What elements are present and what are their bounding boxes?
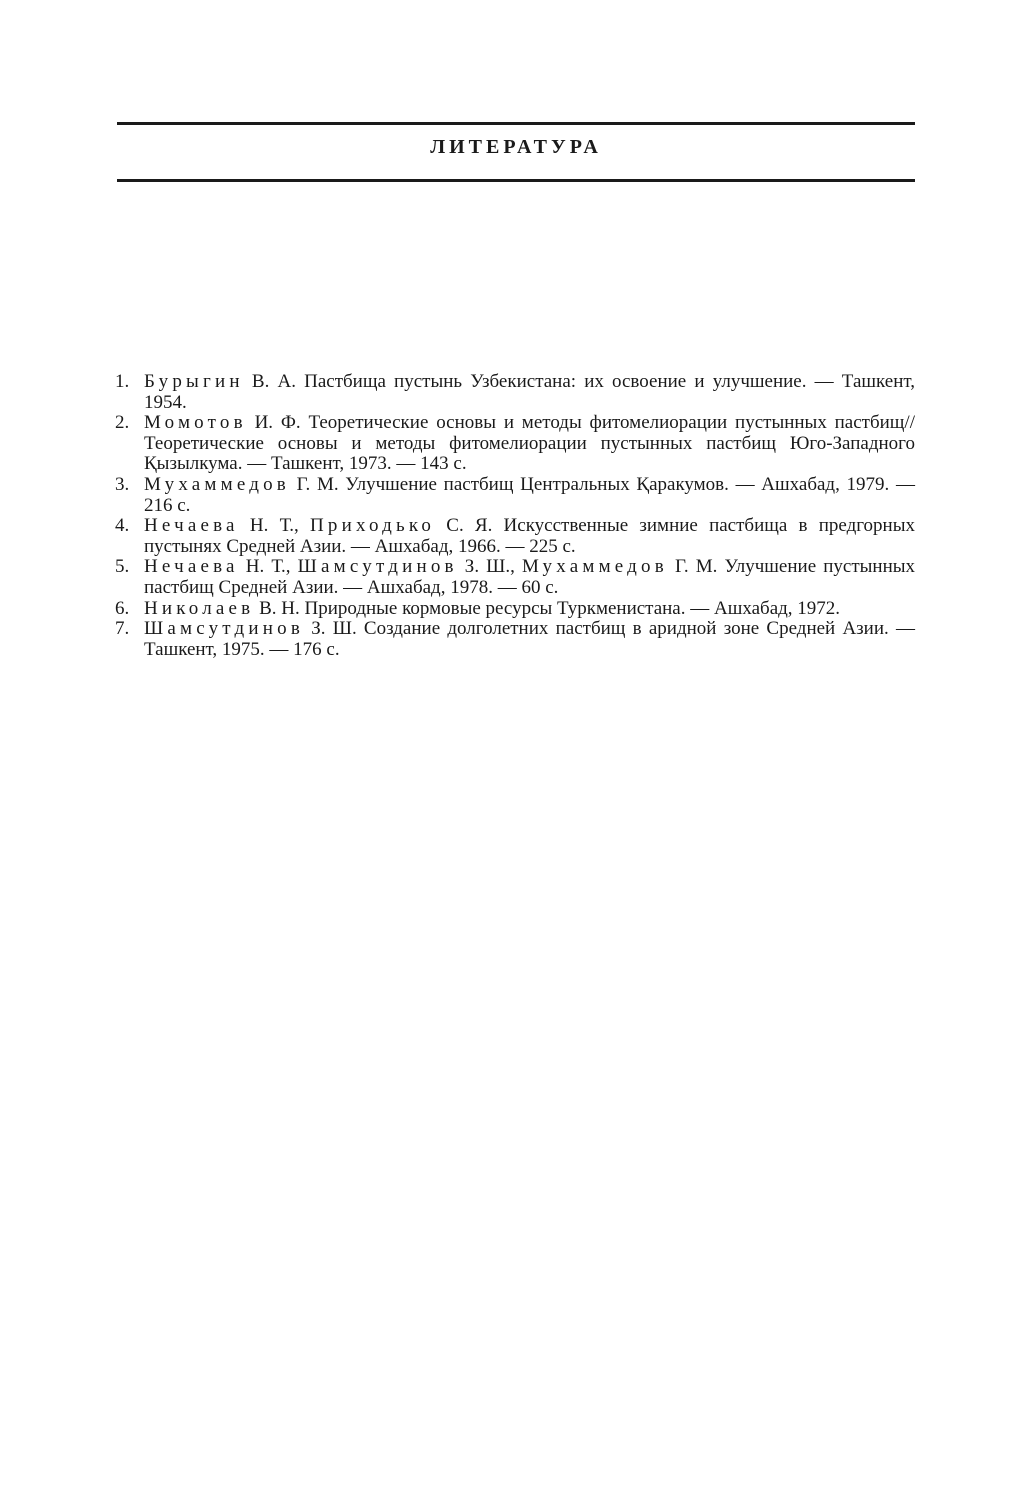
reference-text: Г. М. Улучшение пастбищ Центральных Қаракумов. — Ашхабад, 1979. — 216 с. bbox=[144, 473, 915, 516]
page-title: ЛИТЕРАТУРА bbox=[430, 136, 602, 158]
reference-number: 3. bbox=[115, 473, 130, 495]
reference-item bbox=[115, 372, 915, 413]
reference-number: 5. bbox=[115, 556, 130, 578]
reference-coauthor: Шамсутдинов bbox=[297, 556, 458, 578]
reference-text: С. Я. Искусственные зимние пастбища в предгорных пустынях Средней Азии. — Ашхабад, 1966. — 225 с. bbox=[144, 515, 915, 557]
reference-number: 4. bbox=[115, 515, 130, 537]
top-rule bbox=[117, 122, 915, 125]
reference-number: 1. bbox=[115, 371, 130, 392]
reference-coauthor: Приходько bbox=[310, 515, 436, 537]
reference-author: Мухаммедов bbox=[144, 473, 290, 495]
reference-text: Н. Т., bbox=[238, 556, 298, 578]
reference-number: 7. bbox=[115, 618, 130, 640]
reference-number: 6. bbox=[115, 597, 130, 619]
reference-author: Шамсутдинов bbox=[144, 618, 305, 640]
reference-text: З. Ш., bbox=[457, 556, 522, 578]
reference-coauthor: Мухаммедов bbox=[521, 556, 668, 578]
reference-author: Нечаева bbox=[144, 556, 239, 578]
reference-item bbox=[115, 557, 915, 598]
bottom-rule bbox=[117, 179, 915, 182]
reference-item bbox=[115, 516, 915, 557]
reference-text: И. Ф. Теоретические основы и методы фитомелиорации пустынных пастбищ//Теоретические основы и методы фитомелиорации пустынных пастбищ Юго-Западного Қызылкума. — Ташкент, 1973. — 143 с. bbox=[144, 412, 915, 475]
reference-item bbox=[115, 599, 915, 620]
reference-item bbox=[115, 619, 915, 660]
reference-text: Г. М. Улучшение пустынных пастбищ Средней Азии. — Ашхабад, 1978. — 60 с. bbox=[144, 556, 916, 598]
reference-text: Н. Т., bbox=[238, 515, 311, 537]
reference-item bbox=[115, 475, 915, 516]
reference-author: Николаев bbox=[144, 597, 255, 619]
reference-text: З. Ш. Создание долголетних пастбищ в аридной зоне Средней Азии. — Ташкент, 1975. — 176 с. bbox=[144, 618, 915, 660]
reference-item bbox=[115, 413, 915, 475]
reference-text: В. А. Пастбища пустынь Узбекистана: их освоение и улучшение. — Ташкент, 1954. bbox=[144, 371, 915, 413]
reference-author: Нечаева bbox=[144, 515, 239, 537]
reference-number: 2. bbox=[115, 412, 130, 434]
reference-list bbox=[115, 372, 915, 660]
reference-author: Бурыгин bbox=[144, 371, 244, 392]
reference-text: В. Н. Природные кормовые ресурсы Туркменистана. — Ашхабад, 1972. bbox=[254, 597, 841, 619]
reference-author: Момотов bbox=[144, 412, 247, 434]
